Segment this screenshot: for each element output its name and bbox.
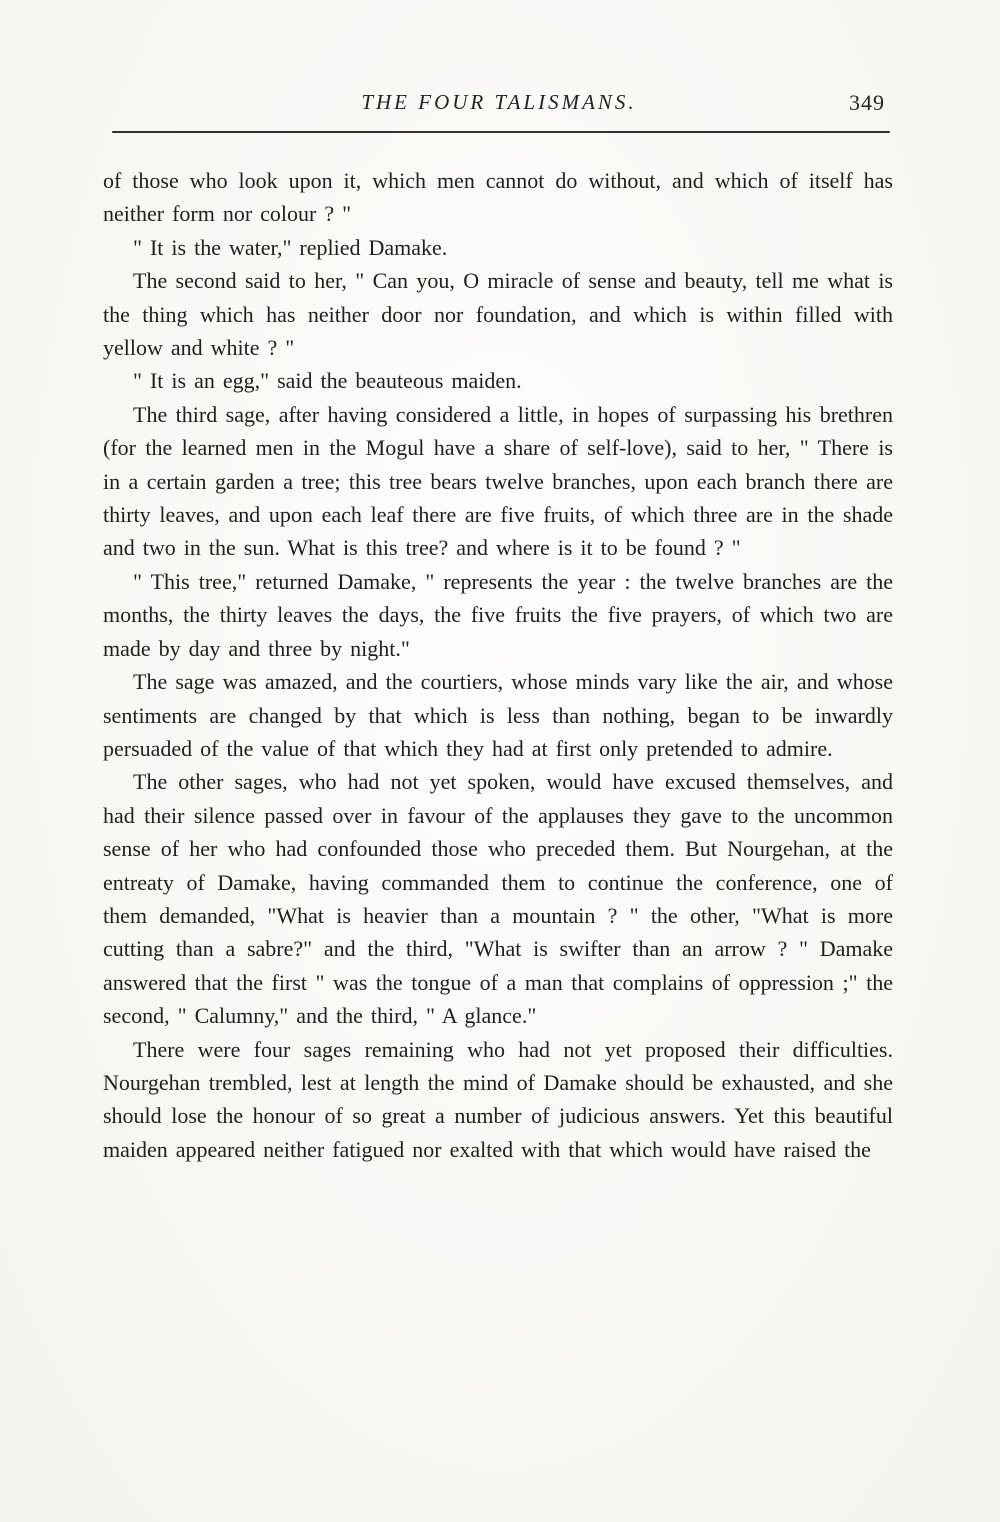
paragraph-tree-reply: " This tree," returned Damake, " represents the year : the twelve branches are the months, the thirty leaves the days, the five fruits the five prayers, of which two are made by day and three by night." (103, 568, 893, 661)
page-header (105, 90, 893, 122)
page-body (103, 164, 893, 1166)
paragraph-sage-amazed: The sage was amazed, and the courtiers, whose minds vary like the air, and whose sentiments are changed by that which is less than nothing, began to be inwardly persuaded of the value of that which they had at first only pretended to admire. (103, 669, 893, 761)
paragraph-water-reply: " It is the water," replied Damake. (133, 234, 448, 260)
header-rule (112, 131, 890, 133)
paragraph-egg-reply: " It is an egg," said the beauteous maiden. (133, 368, 522, 394)
paragraph-other-sages: The other sages, who had not yet spoken, would have excused themselves, and had their silence passed over in favour of the applauses they gave to the uncommon sense of her who had confounded those who preceded them. But Nourgehan, at the entreaty of Damake, having commanded them to continue the conference, one of them demanded, "What is heavier than a mountain ? " the other, "What is more cutting than a sabre?" and the third, "What is swifter than an arrow ? " Damake answered that the first " was the tongue of a man that complains of oppression ;" the second, " Calumny," and the third, " A glance." (103, 769, 893, 1029)
paragraph-third-sage: The third sage, after having considered a little, in hopes of surpassing his brethren (for the learned men in the Mogul have a share of self-love), said to her, " There is in a certain garden a tree; this tree bears twelve branches, upon each branch there are thirty leaves, and upon each leaf there are five fruits, of which three are in the shade and two in the sun. What is this tree? and where is it to be found ? " (103, 401, 893, 561)
running-title: THE FOUR TALISMANS. (361, 90, 637, 114)
page-number: 349 (849, 90, 885, 115)
paragraph-second-sage: The second said to her, " Can you, O miracle of sense and beauty, tell me what is the thing which has neither door nor foundation, and which is within filled with yellow and white ? " (103, 268, 893, 361)
paragraph-continuation: of those who look upon it, which men cannot do without, and which of itself has neither form nor colour ? " (103, 168, 893, 227)
paragraph-four-sages: There were four sages remaining who had not yet proposed their difficulties. Nourgehan trembled, lest at length the mind of Damake should be exhausted, and she should lose the honour of so great a number of judicious answers. Yet this beautiful maiden appeared neither fatigued nor exalted with that which would have raised the (103, 1036, 893, 1162)
